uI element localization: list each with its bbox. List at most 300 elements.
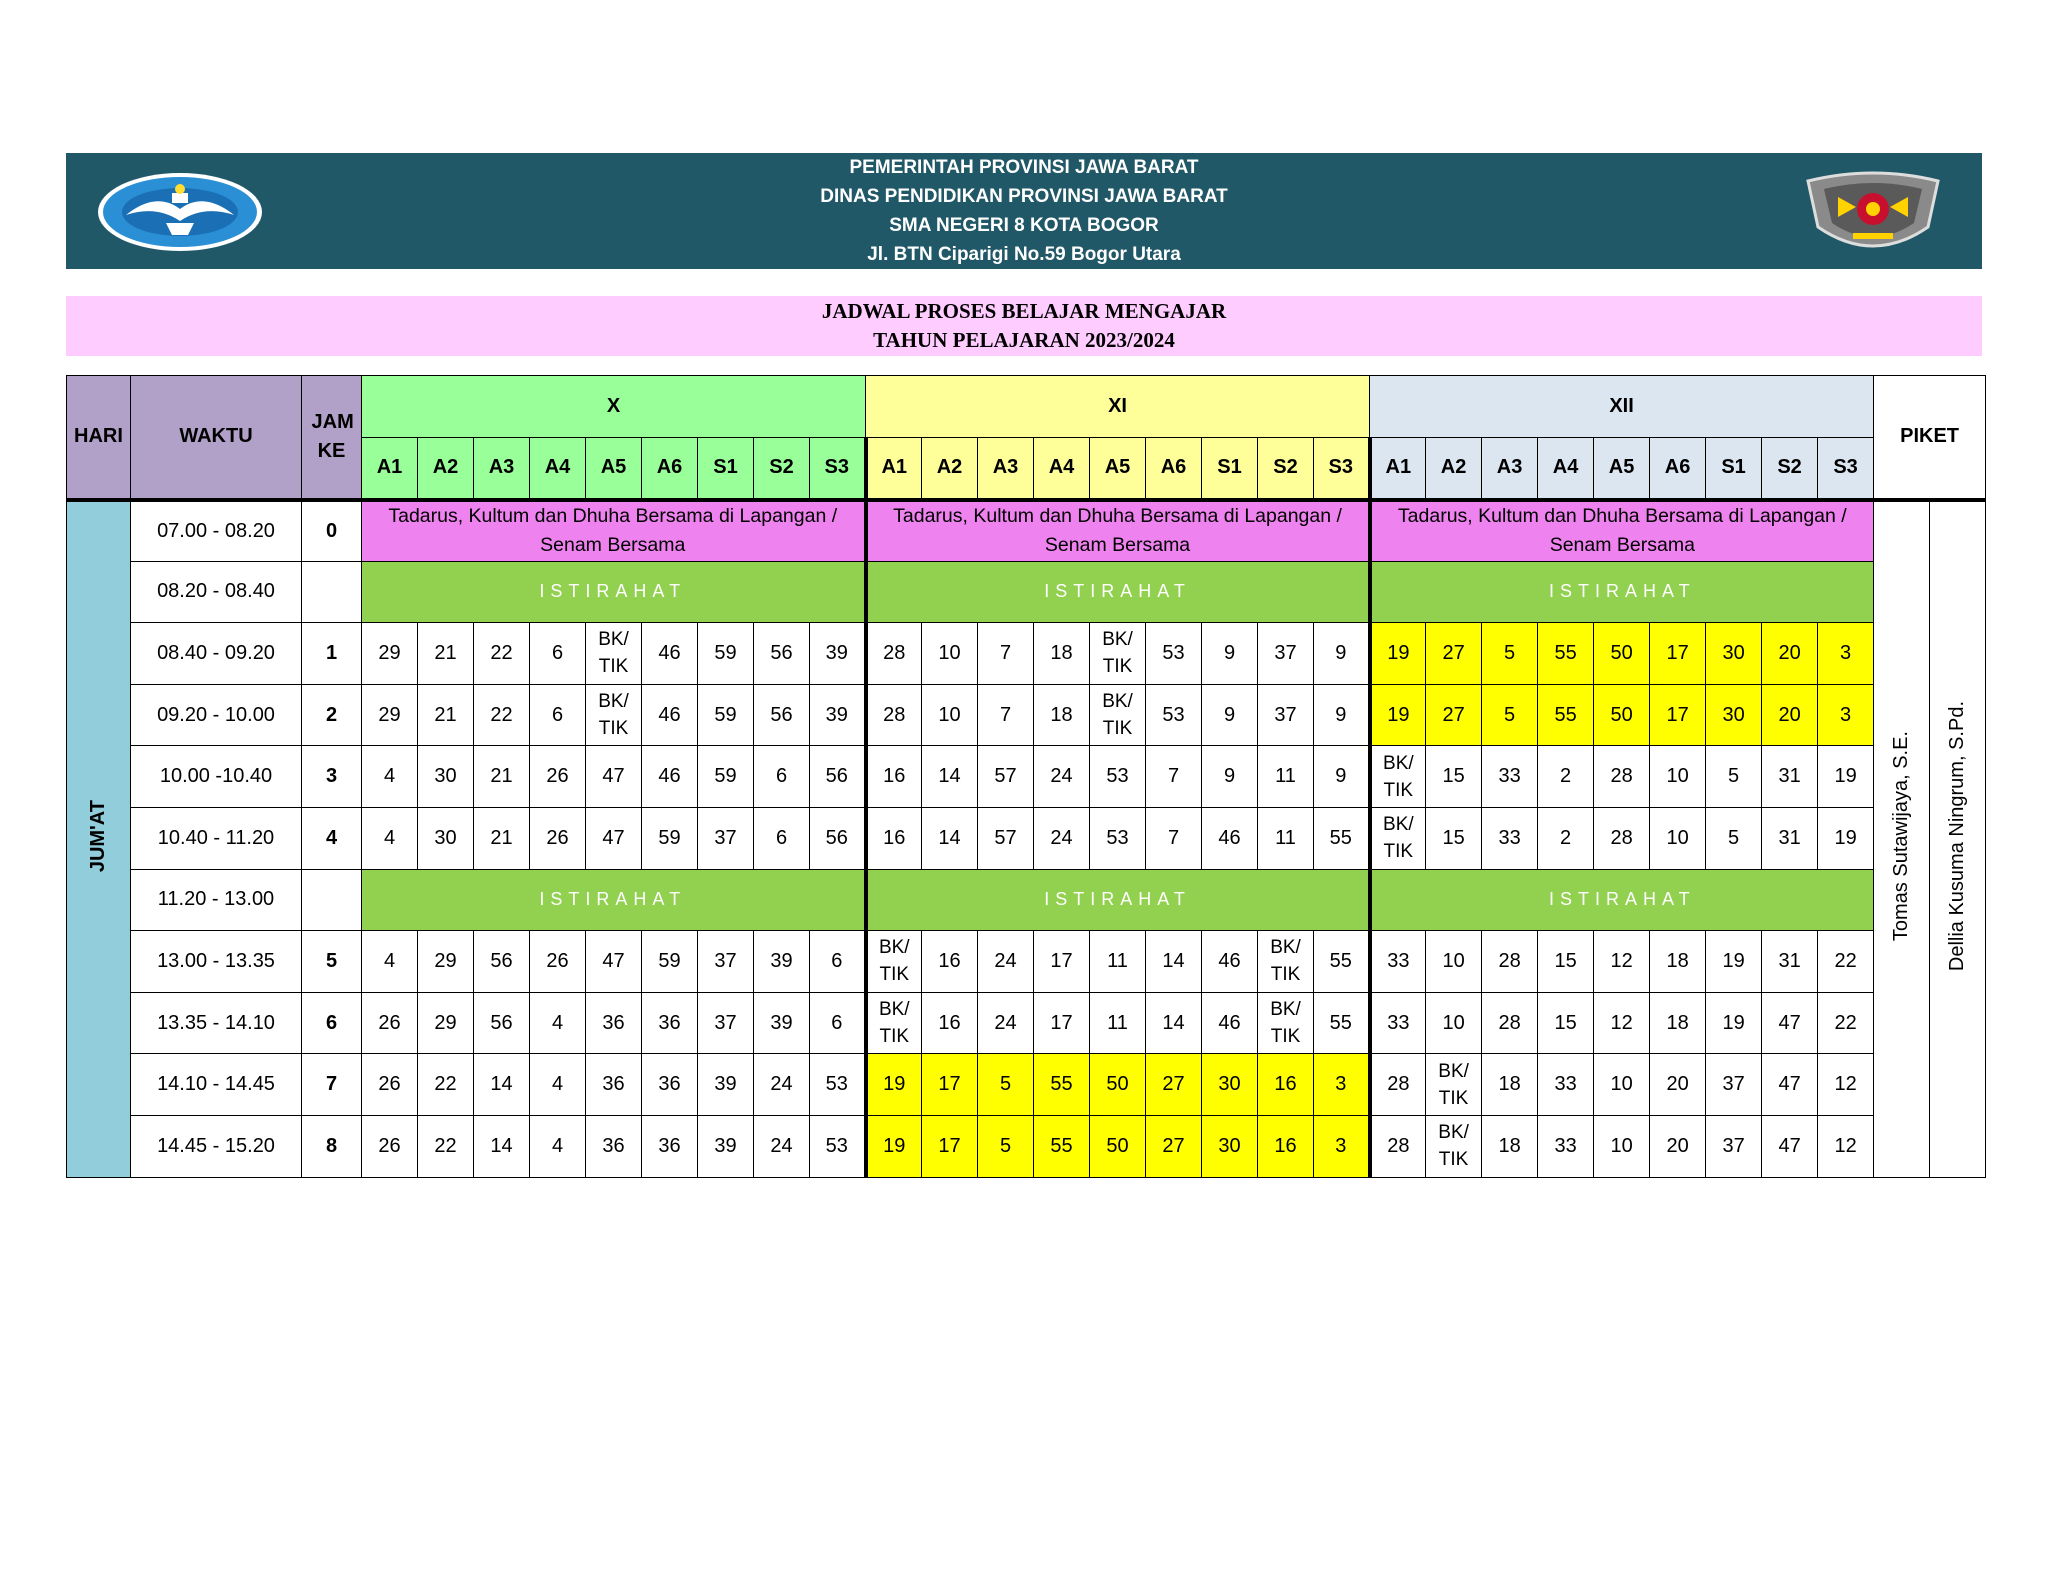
period-cell: 3 [302, 746, 362, 808]
period-cell: 1 [302, 623, 362, 685]
teacher-code-cell: 9 [1314, 746, 1370, 808]
teacher-code-cell: 17 [922, 1054, 978, 1116]
piket-name: Dellia Kusuma Ningrum, S.Pd. [1946, 700, 1969, 972]
header-class-xii-a3: A3 [1482, 438, 1538, 500]
teacher-code-cell: 46 [1202, 992, 1258, 1054]
teacher-code-cell: 28 [1482, 992, 1538, 1054]
teacher-code-cell: 16 [866, 807, 922, 869]
teacher-code-cell: 19 [1706, 931, 1762, 993]
teacher-code-cell: 5 [978, 1054, 1034, 1116]
header-hari: HARI [67, 376, 131, 500]
teacher-code-cell: 36 [586, 992, 642, 1054]
schedule-title: JADWAL PROSES BELAJAR MENGAJAR [821, 299, 1227, 323]
teacher-code-cell [1426, 1054, 1482, 1116]
teacher-code-cell: 37 [1706, 1115, 1762, 1177]
header-class-xi-s2: S2 [1258, 438, 1314, 500]
teacher-code-cell: 17 [1034, 992, 1090, 1054]
teacher-code-cell: 10 [922, 623, 978, 685]
header-waktu: WAKTU [131, 376, 302, 500]
header-class-xi-a4: A4 [1034, 438, 1090, 500]
time-cell: 07.00 - 08.20 [131, 500, 302, 562]
teacher-code-cell: 27 [1146, 1054, 1202, 1116]
period-cell: 5 [302, 931, 362, 993]
time-cell: 08.20 - 08.40 [131, 561, 302, 623]
table-row [67, 623, 1986, 685]
header-line-school: SMA NEGERI 8 KOTA BOGOR [889, 215, 1159, 236]
teacher-code-cell: 10 [1426, 931, 1482, 993]
teacher-code-cell [866, 931, 922, 993]
teacher-code-cell: 33 [1538, 1054, 1594, 1116]
teacher-code-cell [866, 992, 922, 1054]
period-cell: 7 [302, 1054, 362, 1116]
teacher-code-cell: 9 [1202, 746, 1258, 808]
header-class-xii-a5: A5 [1594, 438, 1650, 500]
header-piket: PIKET [1874, 376, 1986, 500]
teacher-code-cell: 47 [1762, 992, 1818, 1054]
teacher-code-cell: 59 [642, 807, 698, 869]
time-cell: 14.10 - 14.45 [131, 1054, 302, 1116]
teacher-code-cell: 56 [810, 807, 866, 869]
istirahat-cell-xi: ISTIRAHAT [866, 561, 1370, 623]
teacher-code-cell [1258, 931, 1314, 993]
table-row [67, 1054, 1986, 1116]
table-row [67, 684, 1986, 746]
teacher-code-cell: 15 [1538, 992, 1594, 1054]
teacher-code-cell: 10 [922, 684, 978, 746]
header-class-xi-a1: A1 [866, 438, 922, 500]
header-class-x-a1: A1 [362, 438, 418, 500]
header-class-xi-a6: A6 [1146, 438, 1202, 500]
header-class-xi-s1: S1 [1202, 438, 1258, 500]
teacher-code-cell: 12 [1818, 1115, 1874, 1177]
teacher-code-cell: 15 [1426, 807, 1482, 869]
teacher-code-cell: 12 [1594, 992, 1650, 1054]
bk-tik-label: BK/ TIK [598, 691, 629, 740]
teacher-code-cell: 47 [586, 931, 642, 993]
piket-name: Tomas Sutawijaya, S.E. [1890, 730, 1913, 942]
teacher-code-cell: 30 [1706, 623, 1762, 685]
teacher-code-cell: 24 [978, 992, 1034, 1054]
header-banner [66, 153, 1982, 269]
schedule-table [66, 375, 1986, 1178]
teacher-code-cell: 53 [810, 1115, 866, 1177]
teacher-code-cell: 37 [698, 807, 754, 869]
teacher-code-cell: 24 [754, 1115, 810, 1177]
teacher-code-cell: 55 [1034, 1054, 1090, 1116]
bk-tik-label: BK/ TIK [1270, 999, 1301, 1048]
teacher-code-cell: 21 [474, 746, 530, 808]
teacher-code-cell: 5 [1482, 684, 1538, 746]
teacher-code-cell: 59 [642, 931, 698, 993]
teacher-code-cell: 6 [810, 931, 866, 993]
teacher-code-cell: 18 [1034, 684, 1090, 746]
teacher-code-cell [1370, 807, 1426, 869]
teacher-code-cell: 2 [1538, 807, 1594, 869]
teacher-code-cell: 10 [1594, 1054, 1650, 1116]
header-class-xii-a1: A1 [1370, 438, 1426, 500]
teacher-code-cell: 39 [698, 1054, 754, 1116]
teacher-code-cell: 2 [1538, 746, 1594, 808]
teacher-code-cell: 53 [1146, 623, 1202, 685]
teacher-code-cell: 18 [1650, 992, 1706, 1054]
time-cell: 13.00 - 13.35 [131, 931, 302, 993]
istirahat-cell-xii: ISTIRAHAT [1370, 869, 1874, 931]
teacher-code-cell: 22 [474, 684, 530, 746]
teacher-code-cell: 53 [1146, 684, 1202, 746]
header-class-xii-s1: S1 [1706, 438, 1762, 500]
teacher-code-cell: 14 [474, 1115, 530, 1177]
teacher-code-cell: 33 [1370, 992, 1426, 1054]
teacher-code-cell: 26 [530, 931, 586, 993]
table-row [67, 746, 1986, 808]
bk-tik-label: BK/ TIK [1438, 1060, 1469, 1109]
teacher-code-cell: 21 [418, 623, 474, 685]
teacher-code-cell: 27 [1146, 1115, 1202, 1177]
teacher-code-cell: 14 [922, 807, 978, 869]
teacher-code-cell: 18 [1650, 931, 1706, 993]
teacher-code-cell: 29 [362, 684, 418, 746]
teacher-code-cell: 47 [586, 807, 642, 869]
teacher-code-cell: 26 [362, 1054, 418, 1116]
tadarus-cell-x: Tadarus, Kultum dan Dhuha Bersama di Lapangan / Senam Bersama [362, 500, 866, 562]
teacher-code-cell: 55 [1314, 992, 1370, 1054]
teacher-code-cell: 7 [1146, 746, 1202, 808]
teacher-code-cell [1258, 992, 1314, 1054]
teacher-code-cell: 55 [1538, 623, 1594, 685]
teacher-code-cell: 22 [1818, 992, 1874, 1054]
teacher-code-cell: 6 [530, 623, 586, 685]
teacher-code-cell: 33 [1482, 746, 1538, 808]
teacher-code-cell: 33 [1482, 807, 1538, 869]
istirahat-cell-xii: ISTIRAHAT [1370, 561, 1874, 623]
time-cell: 08.40 - 09.20 [131, 623, 302, 685]
teacher-code-cell: 29 [418, 992, 474, 1054]
teacher-code-cell: 22 [1818, 931, 1874, 993]
teacher-code-cell: 9 [1314, 684, 1370, 746]
teacher-code-cell: 9 [1202, 623, 1258, 685]
header-class-x-a6: A6 [642, 438, 698, 500]
teacher-code-cell: 22 [418, 1115, 474, 1177]
teacher-code-cell: 21 [474, 807, 530, 869]
teacher-code-cell: 17 [1034, 931, 1090, 993]
bk-tik-label: BK/ TIK [1383, 752, 1414, 801]
teacher-code-cell: 17 [922, 1115, 978, 1177]
teacher-code-cell: 4 [362, 931, 418, 993]
teacher-code-cell: 14 [922, 746, 978, 808]
table-row [67, 992, 1986, 1054]
teacher-code-cell: 33 [1538, 1115, 1594, 1177]
teacher-code-cell: 5 [978, 1115, 1034, 1177]
teacher-code-cell: 39 [810, 623, 866, 685]
teacher-code-cell: 39 [810, 684, 866, 746]
header-class-xii-a6: A6 [1650, 438, 1706, 500]
time-cell: 10.40 - 11.20 [131, 807, 302, 869]
schedule-title-band [66, 296, 1982, 356]
teacher-code-cell: 19 [1818, 807, 1874, 869]
teacher-code-cell: 19 [1706, 992, 1762, 1054]
teacher-code-cell: 18 [1482, 1115, 1538, 1177]
teacher-code-cell: 24 [1034, 807, 1090, 869]
teacher-code-cell: 31 [1762, 931, 1818, 993]
teacher-code-cell: 6 [810, 992, 866, 1054]
teacher-code-cell: 19 [1370, 623, 1426, 685]
header-group-x: X [362, 376, 866, 438]
teacher-code-cell: 36 [586, 1054, 642, 1116]
teacher-code-cell: 46 [1202, 807, 1258, 869]
teacher-code-cell: 28 [866, 684, 922, 746]
teacher-code-cell: 30 [1706, 684, 1762, 746]
teacher-code-cell: 19 [866, 1115, 922, 1177]
piket-cell-1 [1874, 500, 1930, 1178]
teacher-code-cell: 3 [1818, 684, 1874, 746]
teacher-code-cell: 55 [1538, 684, 1594, 746]
period-cell: 8 [302, 1115, 362, 1177]
teacher-code-cell: 28 [1370, 1115, 1426, 1177]
teacher-code-cell: 26 [362, 992, 418, 1054]
teacher-code-cell: 47 [586, 746, 642, 808]
header-class-xi-a5: A5 [1090, 438, 1146, 500]
tadarus-cell-xii: Tadarus, Kultum dan Dhuha Bersama di Lapangan / Senam Bersama [1370, 500, 1874, 562]
teacher-code-cell: 26 [530, 746, 586, 808]
teacher-code-cell: 11 [1090, 931, 1146, 993]
teacher-code-cell [1090, 684, 1146, 746]
header-class-x-a3: A3 [474, 438, 530, 500]
teacher-code-cell: 3 [1314, 1054, 1370, 1116]
header-line-government: PEMERINTAH PROVINSI JAWA BARAT [849, 157, 1199, 178]
teacher-code-cell: 37 [698, 992, 754, 1054]
teacher-code-cell [1370, 746, 1426, 808]
period-cell [302, 869, 362, 931]
teacher-code-cell: 10 [1650, 807, 1706, 869]
bk-tik-label: BK/ TIK [878, 937, 910, 986]
teacher-code-cell: 46 [642, 684, 698, 746]
teacher-code-cell: 36 [642, 992, 698, 1054]
teacher-code-cell: 7 [1146, 807, 1202, 869]
bk-tik-label: BK/ TIK [598, 629, 629, 678]
bk-tik-label: BK/ TIK [1383, 814, 1414, 863]
teacher-code-cell: 7 [978, 623, 1034, 685]
teacher-code-cell: 59 [698, 746, 754, 808]
teacher-code-cell: 18 [1482, 1054, 1538, 1116]
header-class-xii-a2: A2 [1426, 438, 1482, 500]
teacher-code-cell: 37 [698, 931, 754, 993]
teacher-code-cell: 31 [1762, 746, 1818, 808]
teacher-code-cell: 4 [362, 746, 418, 808]
teacher-code-cell: 24 [1034, 746, 1090, 808]
teacher-code-cell: 27 [1426, 623, 1482, 685]
bk-tik-label: BK/ TIK [1102, 629, 1133, 678]
teacher-code-cell: 56 [754, 684, 810, 746]
period-cell: 2 [302, 684, 362, 746]
teacher-code-cell: 55 [1314, 931, 1370, 993]
teacher-code-cell: 4 [530, 1115, 586, 1177]
teacher-code-cell: 9 [1202, 684, 1258, 746]
teacher-code-cell: 4 [530, 1054, 586, 1116]
teacher-code-cell: 20 [1650, 1054, 1706, 1116]
teacher-code-cell: 3 [1818, 623, 1874, 685]
teacher-code-cell: 56 [810, 746, 866, 808]
table-row [67, 807, 1986, 869]
teacher-code-cell: 55 [1314, 807, 1370, 869]
teacher-code-cell: 17 [1650, 623, 1706, 685]
teacher-code-cell: 16 [1258, 1054, 1314, 1116]
teacher-code-cell: 55 [1034, 1115, 1090, 1177]
teacher-code-cell: 56 [474, 931, 530, 993]
teacher-code-cell: 9 [1314, 623, 1370, 685]
teacher-code-cell: 10 [1426, 992, 1482, 1054]
teacher-code-cell: 31 [1762, 807, 1818, 869]
teacher-code-cell: 30 [1202, 1115, 1258, 1177]
teacher-code-cell: 57 [978, 746, 1034, 808]
period-cell: 6 [302, 992, 362, 1054]
teacher-code-cell: 47 [1762, 1054, 1818, 1116]
piket-cell-2 [1930, 500, 1986, 1178]
teacher-code-cell: 39 [698, 1115, 754, 1177]
period-cell [302, 561, 362, 623]
bk-tik-label: BK/ TIK [1438, 1122, 1469, 1171]
day-cell [67, 500, 131, 1178]
header-line-department: DINAS PENDIDIKAN PROVINSI JAWA BARAT [820, 186, 1228, 207]
teacher-code-cell: 14 [1146, 992, 1202, 1054]
teacher-code-cell: 14 [1146, 931, 1202, 993]
teacher-code-cell: 3 [1314, 1115, 1370, 1177]
bk-tik-label: BK/ TIK [1270, 937, 1301, 986]
teacher-code-cell: 19 [866, 1054, 922, 1116]
teacher-code-cell: 28 [1482, 931, 1538, 993]
teacher-code-cell: 28 [1370, 1054, 1426, 1116]
teacher-code-cell: 26 [530, 807, 586, 869]
teacher-code-cell: 29 [418, 931, 474, 993]
teacher-code-cell: 15 [1538, 931, 1594, 993]
teacher-code-cell: 28 [1594, 807, 1650, 869]
teacher-code-cell: 37 [1258, 623, 1314, 685]
teacher-code-cell: 53 [1090, 807, 1146, 869]
header-line-address: Jl. BTN Ciparigi No.59 Bogor Utara [867, 244, 1181, 265]
teacher-code-cell: 50 [1594, 684, 1650, 746]
header-class-x-a4: A4 [530, 438, 586, 500]
period-cell: 4 [302, 807, 362, 869]
teacher-code-cell: 20 [1762, 623, 1818, 685]
teacher-code-cell: 6 [754, 746, 810, 808]
table-row [67, 931, 1986, 993]
teacher-code-cell: 50 [1594, 623, 1650, 685]
table-row [67, 1115, 1986, 1177]
teacher-code-cell [1426, 1115, 1482, 1177]
teacher-code-cell: 16 [922, 992, 978, 1054]
teacher-code-cell: 28 [866, 623, 922, 685]
bk-tik-label: BK/ TIK [1102, 691, 1133, 740]
teacher-code-cell: 30 [418, 807, 474, 869]
teacher-code-cell: 36 [586, 1115, 642, 1177]
teacher-code-cell: 16 [866, 746, 922, 808]
teacher-code-cell: 53 [1090, 746, 1146, 808]
teacher-code-cell: 29 [362, 623, 418, 685]
teacher-code-cell: 14 [474, 1054, 530, 1116]
teacher-code-cell: 56 [754, 623, 810, 685]
istirahat-cell-xi: ISTIRAHAT [866, 869, 1370, 931]
teacher-code-cell: 5 [1706, 746, 1762, 808]
teacher-code-cell: 30 [1202, 1054, 1258, 1116]
teacher-code-cell: 56 [474, 992, 530, 1054]
time-cell: 10.00 -10.40 [131, 746, 302, 808]
header-jam-ke [302, 376, 362, 500]
header-class-x-a2: A2 [418, 438, 474, 500]
istirahat-cell-x: ISTIRAHAT [362, 561, 866, 623]
time-cell: 11.20 - 13.00 [131, 869, 302, 931]
teacher-code-cell: 16 [922, 931, 978, 993]
teacher-code-cell: 12 [1594, 931, 1650, 993]
teacher-code-cell: 37 [1258, 684, 1314, 746]
teacher-code-cell: 57 [978, 807, 1034, 869]
teacher-code-cell: 20 [1650, 1115, 1706, 1177]
teacher-code-cell: 33 [1370, 931, 1426, 993]
header-class-xii-s2: S2 [1762, 438, 1818, 500]
teacher-code-cell: 30 [418, 746, 474, 808]
istirahat-cell-x: ISTIRAHAT [362, 869, 866, 931]
teacher-code-cell: 11 [1258, 746, 1314, 808]
teacher-code-cell: 21 [418, 684, 474, 746]
header-jam-ke-label: JAM KE [311, 410, 354, 462]
teacher-code-cell: 20 [1762, 684, 1818, 746]
header-class-xi-a2: A2 [922, 438, 978, 500]
teacher-code-cell: 24 [754, 1054, 810, 1116]
teacher-code-cell: 22 [418, 1054, 474, 1116]
teacher-code-cell [586, 623, 642, 685]
bk-tik-label: BK/ TIK [878, 999, 910, 1048]
teacher-code-cell: 7 [978, 684, 1034, 746]
teacher-code-cell: 19 [1818, 746, 1874, 808]
schedule-year: TAHUN PELAJARAN 2023/2024 [873, 328, 1175, 352]
teacher-code-cell: 50 [1090, 1115, 1146, 1177]
table-row [67, 869, 1986, 931]
teacher-code-cell: 47 [1762, 1115, 1818, 1177]
teacher-code-cell: 28 [1594, 746, 1650, 808]
table-row [67, 561, 1986, 623]
header-class-xi-s3: S3 [1314, 438, 1370, 500]
header-class-xii-a4: A4 [1538, 438, 1594, 500]
time-cell: 13.35 - 14.10 [131, 992, 302, 1054]
teacher-code-cell: 27 [1426, 684, 1482, 746]
teacher-code-cell: 24 [978, 931, 1034, 993]
teacher-code-cell: 22 [474, 623, 530, 685]
day-label: JUM'AT [87, 799, 109, 873]
header-group-xii: XII [1370, 376, 1874, 438]
teacher-code-cell: 5 [1706, 807, 1762, 869]
teacher-code-cell: 15 [1426, 746, 1482, 808]
teacher-code-cell: 36 [642, 1054, 698, 1116]
header-class-x-s1: S1 [698, 438, 754, 500]
teacher-code-cell: 53 [810, 1054, 866, 1116]
teacher-code-cell: 11 [1090, 992, 1146, 1054]
time-cell: 14.45 - 15.20 [131, 1115, 302, 1177]
header-group-xi: XI [866, 376, 1370, 438]
teacher-code-cell [1090, 623, 1146, 685]
teacher-code-cell: 6 [530, 684, 586, 746]
teacher-code-cell: 26 [362, 1115, 418, 1177]
teacher-code-cell: 39 [754, 992, 810, 1054]
teacher-code-cell: 36 [642, 1115, 698, 1177]
table-row [67, 500, 1986, 562]
teacher-code-cell: 5 [1482, 623, 1538, 685]
teacher-code-cell: 46 [642, 746, 698, 808]
teacher-code-cell [586, 684, 642, 746]
period-cell: 0 [302, 500, 362, 562]
teacher-code-cell: 59 [698, 623, 754, 685]
teacher-code-cell: 10 [1650, 746, 1706, 808]
header-class-x-s2: S2 [754, 438, 810, 500]
teacher-code-cell: 16 [1258, 1115, 1314, 1177]
teacher-code-cell: 10 [1594, 1115, 1650, 1177]
